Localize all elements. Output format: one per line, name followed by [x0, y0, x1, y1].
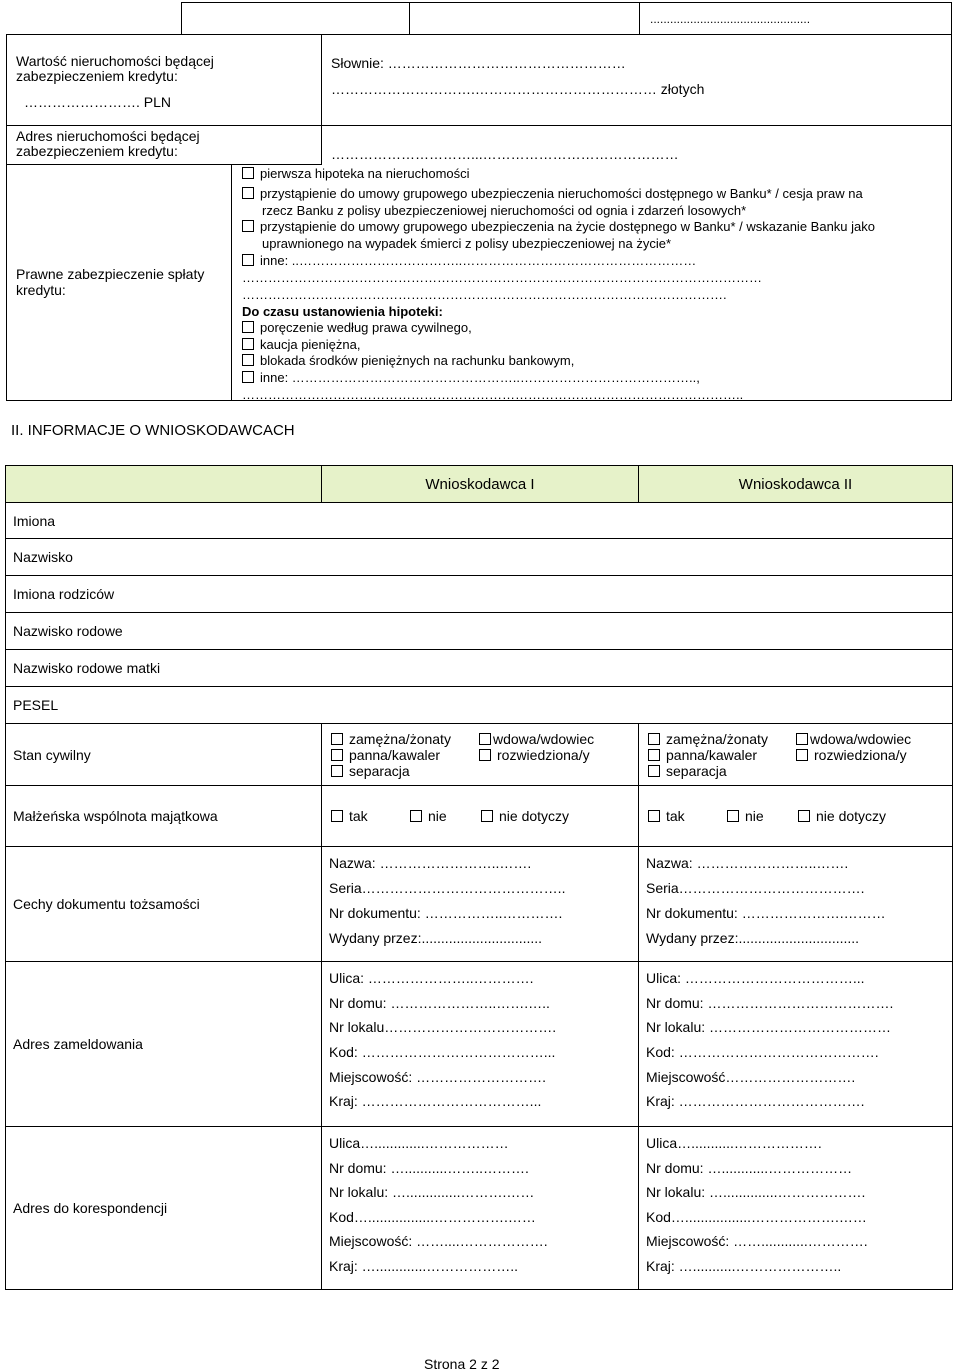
- checkbox[interactable]: [242, 220, 254, 232]
- applicant-1-community-yes[interactable]: [331, 808, 368, 824]
- row-label: Cechy dokumentu tożsamości: [13, 896, 200, 912]
- applicant-1-cor-code[interactable]: Kod….................…………….……: [329, 1209, 536, 1225]
- security-other-line[interactable]: ………………………………………………………………………………………………….: [242, 287, 727, 302]
- property-value-words-line[interactable]: ………………………….………………………………… złotych: [331, 81, 705, 97]
- applicant-2-title: Wnioskodawca II: [738, 475, 853, 493]
- property-value-pln[interactable]: ……………………. PLN: [24, 94, 172, 110]
- applicant-2-doc-series[interactable]: Seria………………………………….: [646, 880, 865, 896]
- row-label: Nazwisko rodowe: [13, 623, 123, 639]
- checkbox[interactable]: [242, 167, 254, 179]
- until-option-deposit[interactable]: [242, 337, 360, 353]
- applicant-1-married[interactable]: [331, 731, 451, 747]
- option-label: pierwsza hipoteka na nieruchomości: [260, 166, 470, 181]
- security-option-other[interactable]: [242, 253, 696, 269]
- applicant-2-reg-flat[interactable]: Nr lokalu: …………………………………: [646, 1019, 892, 1035]
- row-wspolnota-label: [5, 785, 322, 847]
- divider: [231, 164, 232, 401]
- applicant-1-doc-series[interactable]: Seria……………………………………..: [329, 880, 566, 896]
- option-label: wdowa/wdowiec: [493, 731, 595, 747]
- checkbox[interactable]: [242, 321, 254, 333]
- row-nazwisko-rodowe-matki[interactable]: [5, 649, 953, 687]
- row-label: Nazwisko: [13, 549, 73, 565]
- security-other-line[interactable]: …………………………………………………………………………………………………………: [242, 270, 762, 285]
- applicant-1-reg-house[interactable]: Nr domu: …………………..…….…..: [329, 995, 550, 1011]
- applicant-2-community-no[interactable]: [727, 808, 764, 824]
- security-option-mortgage[interactable]: [242, 166, 470, 182]
- applicant-1-community-cell: [321, 785, 639, 847]
- option-label: nie: [745, 808, 764, 824]
- applicant-1-widow[interactable]: [479, 731, 594, 747]
- checkbox[interactable]: [648, 810, 660, 822]
- option-label: nie dotyczy: [816, 808, 887, 824]
- legal-security-label: Prawne zabezpieczenie spłaty kredytu:: [16, 266, 205, 298]
- option-label: panna/kawaler: [349, 747, 441, 763]
- top-cell-2[interactable]: [409, 2, 640, 35]
- row-label: Adres do korespondencji: [13, 1200, 168, 1216]
- checkbox[interactable]: [242, 187, 254, 199]
- property-value-words-label[interactable]: Słownie: ……………………………………………: [331, 55, 626, 71]
- property-address-label: Adres nieruchomości będącej zabezpieczeniem kredytu:: [16, 128, 200, 159]
- applicant-1-separated[interactable]: [331, 763, 410, 779]
- applicant-1-cor-country[interactable]: Kraj: ….............………………..: [329, 1258, 519, 1274]
- applicant-1-reg-code[interactable]: Kod: …………………………………...: [329, 1044, 556, 1060]
- row-label: Nazwisko rodowe matki: [13, 660, 161, 676]
- applicant-1-community-na[interactable]: [481, 808, 569, 824]
- property-value-label: Wartość nieruchomości będącej zabezpieczeniem kredytu:: [16, 53, 214, 84]
- applicant-1-community-no[interactable]: [410, 808, 447, 824]
- applicant-2-cor-code[interactable]: Kod….................……………….……: [646, 1209, 867, 1225]
- option-label: poręczenie według prawa cywilnego,: [260, 320, 472, 335]
- until-option-guarantee[interactable]: [242, 320, 472, 336]
- applicant-1-single[interactable]: [331, 747, 440, 763]
- applicant-2-community-cell: [638, 785, 953, 847]
- applicant-2-single[interactable]: [648, 747, 757, 763]
- applicant-2-cor-house[interactable]: Nr domu: …............………………: [646, 1160, 853, 1176]
- option-label-cont: rzecz Banku z polisy ubezpieczeniowej nieruchomości od ognia i zdarzeń losowych*: [262, 203, 747, 218]
- checkbox[interactable]: [648, 749, 660, 761]
- until-option-blockade[interactable]: [242, 353, 574, 369]
- applicant-1-doc-issued[interactable]: Wydany przez:...............................: [329, 930, 543, 946]
- row-imiona[interactable]: [5, 502, 953, 539]
- divider: [6, 164, 321, 165]
- applicant-2-doc-name[interactable]: Nazwa: ……………………..…….: [646, 855, 849, 871]
- applicant-2-reg-country[interactable]: Kraj: ………………………………….: [646, 1093, 865, 1109]
- checkbox[interactable]: [242, 371, 254, 383]
- checkbox[interactable]: [331, 765, 343, 777]
- checkbox[interactable]: [727, 810, 739, 822]
- option-label: inne: ……………………………………………..…………………………………..,: [260, 370, 700, 385]
- row-label: Stan cywilny: [13, 746, 91, 763]
- row-nazwisko-rodowe[interactable]: [5, 612, 953, 650]
- checkbox[interactable]: [242, 338, 254, 350]
- checkbox[interactable]: [242, 254, 254, 266]
- option-label: przystąpienie do umowy grupowego ubezpieczenia na życie dostępnego w Banku* / wskazanie Banku jako: [260, 219, 875, 234]
- row-zameldowanie-label: [5, 961, 322, 1127]
- applicant-1-reg-flat[interactable]: Nr lokalu……………………………….: [329, 1019, 557, 1035]
- option-label: rozwiedziona/y: [497, 747, 590, 763]
- checkbox[interactable]: [331, 810, 343, 822]
- checkbox[interactable]: [479, 733, 491, 745]
- top-cell-3[interactable]: [639, 2, 952, 35]
- option-label: rozwiedziona/y: [814, 747, 907, 763]
- divider: [321, 34, 322, 165]
- checkbox[interactable]: [798, 810, 810, 822]
- applicant-2-widow[interactable]: [796, 731, 911, 747]
- row-label: Imiona rodziców: [13, 586, 115, 602]
- top-cell-1[interactable]: [181, 2, 410, 35]
- until-other-line[interactable]: ……………………………………………………………………………………………………..: [242, 387, 744, 402]
- checkbox[interactable]: [331, 733, 343, 745]
- applicant-2-cor-city[interactable]: Miejscowość: ……............………….: [646, 1233, 868, 1249]
- until-mortgage-title: Do czasu ustanowienia hipoteki:: [242, 304, 443, 319]
- checkbox[interactable]: [796, 749, 808, 761]
- applicant-1-cor-city[interactable]: Miejscowość: ……....……………….: [329, 1233, 548, 1249]
- applicant-2-community-yes[interactable]: [648, 808, 685, 824]
- option-label: kaucja pieniężna,: [260, 337, 361, 352]
- option-label: wdowa/wdowiec: [810, 731, 912, 747]
- row-korespondencja-label: [5, 1126, 322, 1290]
- option-label: zamężna/żonaty: [349, 731, 451, 747]
- checkbox[interactable]: [648, 733, 660, 745]
- applicant-2-cor-street[interactable]: Ulica…...........……………….: [646, 1135, 822, 1151]
- security-option-property-insurance[interactable]: [242, 186, 863, 202]
- checkbox[interactable]: [331, 749, 343, 761]
- applicant-2-community-na[interactable]: [798, 808, 886, 824]
- applicant-1-header: [321, 465, 639, 503]
- applicant-1-doc-name[interactable]: Nazwa: ……………………..…….: [329, 855, 532, 871]
- checkbox[interactable]: [479, 749, 491, 761]
- option-label: nie: [428, 808, 447, 824]
- option-label: nie dotyczy: [499, 808, 570, 824]
- option-label: panna/kawaler: [666, 747, 758, 763]
- option-label: zamężna/żonaty: [666, 731, 768, 747]
- option-label: separacja: [349, 763, 410, 779]
- option-label: separacja: [666, 763, 727, 779]
- row-pesel[interactable]: [5, 686, 953, 724]
- checkbox[interactable]: [796, 733, 808, 745]
- applicant-1-cor-house[interactable]: Nr domu: …...........……..……….: [329, 1160, 529, 1176]
- applicant-2-cor-flat[interactable]: Nr lokalu: …..............……………….: [646, 1184, 866, 1200]
- row-nazwisko[interactable]: [5, 538, 953, 576]
- applicant-2-married[interactable]: [648, 731, 768, 747]
- checkbox[interactable]: [242, 354, 254, 366]
- applicant-2-cor-country[interactable]: Kraj: …...........…………………..: [646, 1258, 842, 1274]
- applicant-2-reg-city[interactable]: Miejscowość……………………….: [646, 1069, 856, 1085]
- row-label: Adres zameldowania: [13, 1036, 143, 1052]
- applicant-1-cor-flat[interactable]: Nr lokalu: …..............……….……: [329, 1184, 535, 1200]
- checkbox[interactable]: [648, 765, 660, 777]
- option-label: tak: [349, 808, 368, 824]
- security-option-life-insurance[interactable]: [242, 219, 875, 235]
- row-label: Małżeńska wspólnota majątkowa: [13, 808, 218, 824]
- section-title: II. INFORMACJE O WNIOSKODAWCACH: [11, 422, 295, 439]
- divider: [6, 125, 952, 126]
- applicant-2-reg-code[interactable]: Kod: …………………………………….: [646, 1044, 879, 1060]
- applicant-2-reg-house[interactable]: Nr domu: ………………………………….: [646, 995, 894, 1011]
- option-label: inne: ..………………………………..………………………………………………: [260, 253, 697, 268]
- until-option-other[interactable]: [242, 370, 700, 386]
- page-number: Strona 2 z 2: [424, 1356, 500, 1372]
- option-label-cont: uprawnionego na wypadek śmierci z polisy ubezpieczeniowej na życie*: [262, 236, 671, 251]
- row-label: PESEL: [13, 697, 59, 713]
- option-label: blokada środków pieniężnych na rachunku bankowym,: [260, 353, 575, 368]
- applicant-1-reg-country[interactable]: Kraj: ………………………………...: [329, 1093, 542, 1109]
- applicant-1-title: Wnioskodawca I: [425, 475, 535, 493]
- checkbox[interactable]: [481, 810, 493, 822]
- applicant-2-header: [638, 465, 953, 503]
- applicant-2-doc-issued[interactable]: Wydany przez:...............................: [646, 930, 860, 946]
- row-stan-cywilny-label: [5, 723, 322, 786]
- applicant-1-doc-number[interactable]: Nr dokumentu: ……………..………….: [329, 905, 563, 921]
- property-address-value[interactable]: …………………………...……………………………………: [331, 146, 679, 162]
- applicant-2-divorced[interactable]: [796, 747, 907, 763]
- row-imiona-rodzicow[interactable]: [5, 575, 953, 613]
- option-label: przystąpienie do umowy grupowego ubezpieczenia nieruchomości dostępnego w Banku* / cesja praw na: [260, 186, 863, 201]
- option-label: tak: [666, 808, 685, 824]
- applicant-1-reg-city[interactable]: Miejscowość: ……………………….: [329, 1069, 547, 1085]
- applicant-2-reg-street[interactable]: Ulica: ………………………………...: [646, 970, 865, 986]
- applicant-2-doc-number[interactable]: Nr dokumentu: ………………….………: [646, 905, 886, 921]
- applicant-1-divorced[interactable]: [479, 747, 590, 763]
- checkbox[interactable]: [410, 810, 422, 822]
- row-dokument-label: [5, 846, 322, 962]
- applicant-2-separated[interactable]: [648, 763, 727, 779]
- top-dots: ................................................: [650, 11, 811, 26]
- applicant-1-reg-street[interactable]: Ulica: …………………..………….: [329, 970, 534, 986]
- applicant-1-cor-street[interactable]: Ulica….............………………: [329, 1135, 509, 1151]
- row-label: Imiona: [13, 512, 56, 529]
